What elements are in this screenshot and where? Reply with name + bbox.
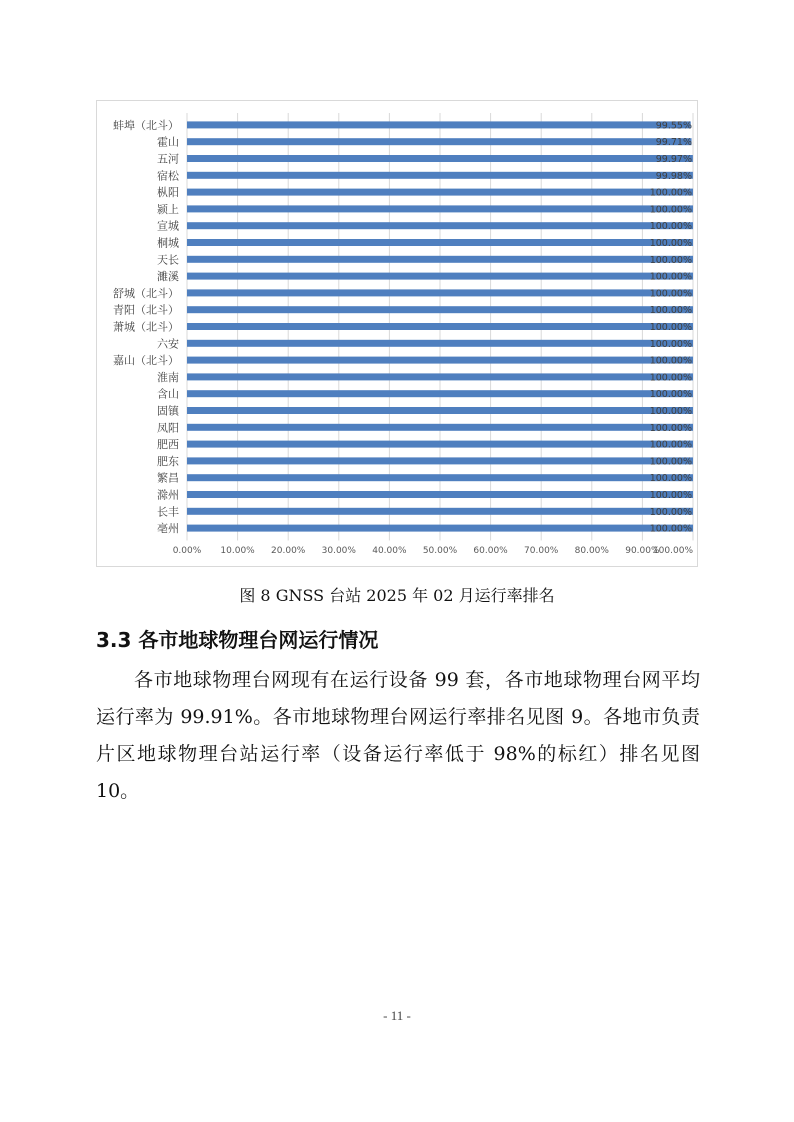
- x-tick-label: 70.00%: [524, 546, 559, 556]
- data-label: 100.00%: [649, 238, 692, 249]
- body-paragraph: 各市地球物理台网现有在运行设备 99 套，各市地球物理台网平均运行率为 99.91%。各市地球物理台网运行率排名见图 9。各地市负责片区地球物理台站运行率（设备运行率低于 98%的标红）排名见图 10。: [96, 669, 700, 802]
- data-label: 99.98%: [655, 170, 692, 182]
- bar: [187, 357, 693, 364]
- bar: [187, 138, 692, 145]
- category-label: 固镇: [157, 404, 179, 418]
- category-label: 含山: [157, 387, 179, 401]
- bar: [187, 273, 693, 280]
- x-tick-label: 50.00%: [422, 546, 458, 556]
- bar: [187, 474, 693, 481]
- data-label: 100.00%: [649, 254, 692, 266]
- x-tick-label: 0.00%: [172, 546, 202, 556]
- data-label: 99.55%: [655, 120, 692, 132]
- data-label: 100.00%: [649, 338, 692, 350]
- data-label: 100.00%: [649, 506, 692, 518]
- data-label: 100.00%: [649, 288, 692, 300]
- section-heading: 3.3 各市地球物理台网运行情况: [96, 628, 379, 652]
- category-label: 六安: [157, 337, 179, 351]
- x-tick-label: 40.00%: [372, 546, 407, 556]
- data-label: 100.00%: [649, 389, 692, 401]
- bar: [187, 390, 693, 397]
- category-label: 淮南: [157, 370, 179, 384]
- category-label: 颍上: [157, 202, 179, 216]
- data-label: 99.71%: [655, 137, 692, 149]
- x-tick-label: 20.00%: [271, 546, 306, 556]
- bar-chart: [97, 101, 699, 568]
- chart-container: [96, 100, 698, 567]
- category-label: 枞阳: [157, 186, 179, 200]
- data-label: 100.00%: [649, 355, 692, 367]
- data-label: 100.00%: [649, 473, 692, 485]
- category-label: 青阳（北斗）: [113, 303, 179, 317]
- category-label: 繁昌: [157, 471, 179, 485]
- data-label: 100.00%: [649, 305, 692, 317]
- x-tick-label: 60.00%: [473, 546, 508, 556]
- category-label: 宣城: [157, 219, 179, 233]
- bar: [187, 189, 693, 196]
- category-label: 桐城: [157, 236, 179, 250]
- bar: [187, 457, 693, 464]
- bar: [187, 239, 693, 246]
- category-label: 濉溪: [157, 270, 179, 284]
- data-label: 100.00%: [649, 221, 692, 233]
- category-label: 凤阳: [157, 421, 179, 435]
- data-label: 100.00%: [649, 490, 692, 501]
- data-label: 100.00%: [649, 187, 692, 199]
- data-label: 100.00%: [649, 372, 692, 384]
- bar: [187, 491, 693, 498]
- category-label: 肥西: [157, 438, 179, 452]
- bar: [187, 289, 693, 296]
- bar: [187, 441, 693, 448]
- data-label: 100.00%: [649, 322, 692, 333]
- bar: [187, 340, 693, 347]
- data-label: 99.97%: [655, 154, 692, 165]
- bar: [187, 121, 691, 128]
- x-tick-label: 100.00%: [652, 546, 693, 556]
- bar: [187, 508, 693, 515]
- x-tick-label: 30.00%: [321, 546, 356, 556]
- category-label: 蚌埠（北斗）: [113, 118, 179, 132]
- data-label: 100.00%: [649, 271, 692, 283]
- data-label: 100.00%: [649, 422, 692, 434]
- x-tick-label: 90.00%: [625, 546, 660, 556]
- category-label: 舒城（北斗）: [113, 286, 179, 300]
- bar: [187, 424, 693, 431]
- category-label: 五河: [157, 152, 179, 166]
- category-label: 长丰: [157, 505, 179, 519]
- category-label: 亳州: [157, 522, 179, 536]
- x-tick-label: 10.00%: [220, 546, 255, 556]
- category-label: 肥东: [157, 454, 179, 468]
- data-label: 100.00%: [649, 456, 692, 468]
- bar: [187, 172, 693, 179]
- bar: [187, 222, 693, 229]
- category-label: 宿松: [157, 169, 179, 183]
- bar: [187, 373, 693, 380]
- category-label: 滁州: [157, 488, 179, 502]
- category-label: 嘉山（北斗）: [113, 354, 179, 368]
- data-label: 100.00%: [649, 439, 692, 451]
- x-tick-label: 80.00%: [574, 546, 609, 556]
- data-label: 100.00%: [649, 523, 692, 535]
- bar: [187, 155, 693, 162]
- page-number: - 11 -: [383, 1008, 411, 1023]
- category-label: 天长: [157, 253, 179, 267]
- bar: [187, 256, 693, 263]
- bar: [187, 205, 693, 212]
- data-label: 100.00%: [649, 406, 692, 417]
- category-label: 萧城（北斗）: [113, 320, 179, 334]
- bar: [187, 323, 693, 330]
- bar: [187, 525, 693, 532]
- bar: [187, 407, 693, 414]
- bar: [187, 306, 693, 313]
- category-label: 霍山: [157, 135, 179, 149]
- data-label: 100.00%: [649, 204, 692, 216]
- figure-caption: 图 8 GNSS 台站 2025 年 02 月运行率排名: [239, 586, 555, 605]
